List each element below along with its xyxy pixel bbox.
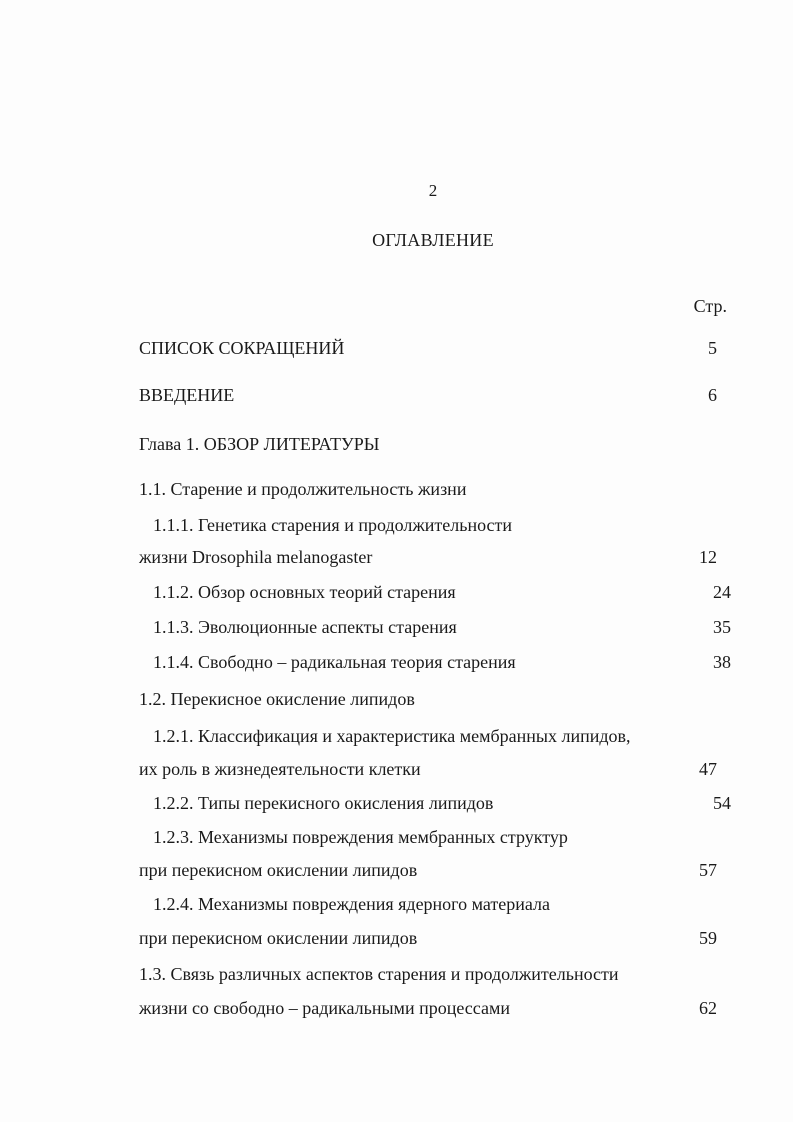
toc-entry-text: при перекисном окислении липидов: [139, 928, 418, 948]
toc-entry-page: 47: [699, 759, 717, 779]
toc-entry-chapter-1: [139, 433, 717, 455]
toc-entry-page: 59: [699, 928, 717, 948]
toc-entry-text: 1.1.3. Эволюционные аспекты старения: [153, 617, 457, 637]
toc-entry-1-1-2: [139, 581, 731, 603]
toc-entry-text: СПИСОК СОКРАЩЕНИЙ: [139, 338, 345, 358]
toc-entry-text: 1.2.4. Механизмы повреждения ядерного материала: [153, 894, 551, 914]
toc-entry-text: 1.1.2. Обзор основных теорий старения: [153, 582, 456, 602]
toc-entry-page: 57: [699, 860, 717, 880]
toc-entry-text: 1.1.4. Свободно – радикальная теория старения: [153, 652, 516, 672]
toc-entry-text: жизни со свободно – радикальными процессами: [139, 998, 510, 1018]
toc-entry-text: 1.2.3. Механизмы повреждения мембранных структур: [153, 827, 568, 847]
toc-entry-text: при перекисном окислении липидов: [139, 860, 418, 880]
toc-entry-text: 1.1. Старение и продолжительность жизни: [139, 479, 467, 499]
toc-entry-1-2-2: [139, 792, 731, 814]
toc-entry-1-2-3-line1: [139, 826, 731, 848]
toc-entry-1-3-line2: [139, 997, 717, 1019]
toc-entry-1-2: [139, 688, 717, 710]
toc-entry-text: Глава 1. ОБЗОР ЛИТЕРАТУРЫ: [139, 434, 380, 454]
toc-entry-page: 5: [708, 338, 717, 358]
toc-entry-text: их роль в жизнедеятельности клетки: [139, 759, 421, 779]
toc-entry-1-2-3-line2: [139, 859, 717, 881]
toc-entry-page: 38: [713, 652, 731, 672]
toc-entry-text: 1.1.1. Генетика старения и продолжительности: [153, 515, 513, 535]
toc-entry-page: 35: [713, 617, 731, 637]
toc-entry-1-2-1-line2: [139, 758, 717, 780]
toc-entry-text: жизни Drosophila melanogaster: [139, 547, 373, 567]
toc-entry-1-1-4: [139, 651, 731, 673]
toc-entry-page: 54: [713, 793, 731, 813]
toc-entry-page: 6: [708, 385, 717, 405]
toc-entry-text: 1.2.1. Классификация и характеристика мембранных липидов,: [153, 726, 631, 746]
toc-entry-page: 24: [713, 582, 731, 602]
toc-entry-text: 1.3. Связь различных аспектов старения и продолжительности: [139, 964, 619, 984]
page-title: ОГЛАВЛЕНИЕ: [372, 230, 494, 250]
toc-entry-1-2-4-line1: [139, 893, 731, 915]
toc-entry-1-1-1-line1: [139, 514, 731, 536]
toc-entry-1-1: [139, 478, 717, 500]
page-column-header: Стр.: [693, 296, 727, 316]
toc-entry-text: 1.2. Перекисное окисление липидов: [139, 689, 415, 709]
toc-entry-text: 1.2.2. Типы перекисного окисления липидов: [153, 793, 494, 813]
toc-entry-page: 12: [699, 547, 717, 567]
toc-entry-introduction: [139, 384, 717, 406]
toc-entry-1-2-1-line1: [139, 725, 731, 747]
toc-entry-1-3-line1: [139, 963, 717, 985]
page-number: 2: [428, 181, 438, 200]
toc-entry-text: ВВЕДЕНИЕ: [139, 385, 235, 405]
toc-entry-page: 62: [699, 998, 717, 1018]
toc-entry-1-2-4-line2: [139, 927, 717, 949]
toc-entry-1-1-1-line2: [139, 546, 717, 568]
toc-entry-abbreviations: [139, 337, 717, 359]
toc-entry-1-1-3: [139, 616, 731, 638]
